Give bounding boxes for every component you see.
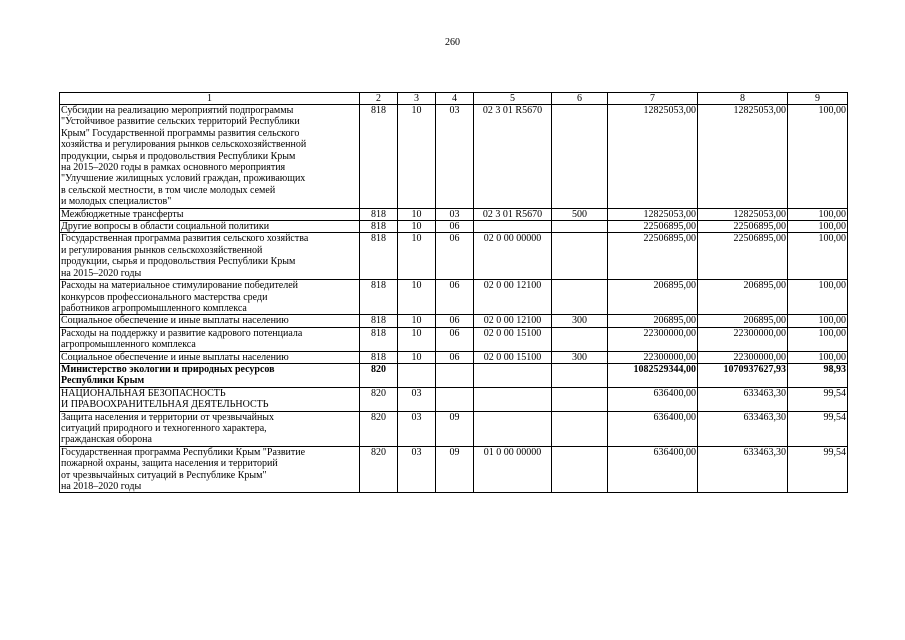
cell-ministry-code: 818 — [360, 351, 398, 363]
cell-subsection: 09 — [436, 411, 474, 446]
col-header-2: 2 — [360, 93, 398, 105]
cell-ministry-code: 818 — [360, 315, 398, 327]
item-name: Министерство экологии и природных ресурсов Республики Крым — [60, 363, 360, 387]
budget-table — [59, 92, 848, 493]
table-row — [60, 351, 848, 363]
cell-expense-type: 300 — [552, 315, 608, 327]
table-row — [60, 446, 848, 493]
cell-target-article: 02 0 00 12100 — [474, 280, 552, 315]
cell-section: 10 — [398, 315, 436, 327]
header-row — [60, 93, 848, 105]
cell-percent: 100,00 — [788, 208, 848, 220]
cell-executed: 206895,00 — [698, 315, 788, 327]
cell-executed: 206895,00 — [698, 280, 788, 315]
table-row — [60, 411, 848, 446]
cell-target-article: 02 0 00 00000 — [474, 233, 552, 280]
cell-ministry-code: 818 — [360, 233, 398, 280]
cell-ministry-code: 818 — [360, 327, 398, 351]
item-name: Государственная программа Республики Крым "Развитие пожарной охраны, защита населения и территорий от чрезвычайных ситуаций в Республике Крым" на 2018–2020 годы — [60, 446, 360, 493]
cell-executed: 22300000,00 — [698, 327, 788, 351]
cell-expense-type: 300 — [552, 351, 608, 363]
cell-subsection: 09 — [436, 446, 474, 493]
table-row — [60, 363, 848, 387]
item-name: Социальное обеспечение и иные выплаты населению — [60, 315, 360, 327]
cell-subsection: 06 — [436, 351, 474, 363]
cell-section — [398, 363, 436, 387]
cell-percent: 99,54 — [788, 387, 848, 411]
cell-planned: 22506895,00 — [608, 233, 698, 280]
cell-expense-type — [552, 411, 608, 446]
cell-target-article: 02 0 00 12100 — [474, 315, 552, 327]
table-row — [60, 387, 848, 411]
cell-planned: 22300000,00 — [608, 351, 698, 363]
cell-subsection: 03 — [436, 105, 474, 209]
cell-section: 03 — [398, 411, 436, 446]
cell-section: 10 — [398, 233, 436, 280]
cell-expense-type — [552, 105, 608, 209]
cell-executed: 633463,30 — [698, 411, 788, 446]
table-row — [60, 221, 848, 233]
cell-subsection: 06 — [436, 280, 474, 315]
cell-executed: 12825053,00 — [698, 105, 788, 209]
cell-expense-type — [552, 387, 608, 411]
cell-executed: 633463,30 — [698, 446, 788, 493]
cell-percent: 100,00 — [788, 221, 848, 233]
cell-ministry-code: 818 — [360, 221, 398, 233]
cell-section: 10 — [398, 280, 436, 315]
col-header-8: 8 — [698, 93, 788, 105]
cell-expense-type — [552, 280, 608, 315]
cell-subsection: 06 — [436, 327, 474, 351]
cell-subsection: 06 — [436, 315, 474, 327]
cell-section: 10 — [398, 208, 436, 220]
cell-ministry-code: 820 — [360, 387, 398, 411]
cell-planned: 12825053,00 — [608, 105, 698, 209]
cell-percent: 99,54 — [788, 411, 848, 446]
cell-subsection: 06 — [436, 221, 474, 233]
cell-percent: 100,00 — [788, 315, 848, 327]
cell-executed: 12825053,00 — [698, 208, 788, 220]
cell-section: 10 — [398, 327, 436, 351]
cell-subsection — [436, 387, 474, 411]
cell-percent: 100,00 — [788, 233, 848, 280]
table-row — [60, 327, 848, 351]
col-header-4: 4 — [436, 93, 474, 105]
cell-ministry-code: 820 — [360, 411, 398, 446]
cell-planned: 12825053,00 — [608, 208, 698, 220]
col-header-6: 6 — [552, 93, 608, 105]
table-row — [60, 233, 848, 280]
cell-percent: 100,00 — [788, 327, 848, 351]
table-row — [60, 208, 848, 220]
cell-percent: 100,00 — [788, 105, 848, 209]
cell-ministry-code: 818 — [360, 208, 398, 220]
cell-planned: 636400,00 — [608, 411, 698, 446]
cell-subsection — [436, 363, 474, 387]
item-name: Защита населения и территории от чрезвычайных ситуаций природного и техногенного характера, гражданская оборона — [60, 411, 360, 446]
cell-subsection: 03 — [436, 208, 474, 220]
cell-target-article: 02 0 00 15100 — [474, 351, 552, 363]
cell-target-article — [474, 387, 552, 411]
cell-section: 10 — [398, 221, 436, 233]
col-header-3: 3 — [398, 93, 436, 105]
cell-section: 10 — [398, 105, 436, 209]
col-header-5: 5 — [474, 93, 552, 105]
cell-executed: 22506895,00 — [698, 221, 788, 233]
cell-target-article — [474, 411, 552, 446]
cell-planned: 636400,00 — [608, 446, 698, 493]
cell-planned: 636400,00 — [608, 387, 698, 411]
cell-planned: 206895,00 — [608, 315, 698, 327]
col-header-7: 7 — [608, 93, 698, 105]
cell-target-article: 01 0 00 00000 — [474, 446, 552, 493]
cell-percent: 100,00 — [788, 280, 848, 315]
cell-section: 03 — [398, 387, 436, 411]
cell-planned: 1082529344,00 — [608, 363, 698, 387]
cell-executed: 22506895,00 — [698, 233, 788, 280]
cell-percent: 98,93 — [788, 363, 848, 387]
cell-planned: 22506895,00 — [608, 221, 698, 233]
item-name: Субсидии на реализацию мероприятий подпрограммы "Устойчивое развитие сельских территорий Республики Крым" Государственной программы развития сельского хозяйства и регулирования рынков сельскохозяйственной продукции, сырья и продовольствия Республики Крым на 2015–2020 годы в рамках основного мероприятия "Улучшение жилищных условий граждан, проживающих в сельской местности, в том числе молодых семей и молодых специалистов" — [60, 105, 360, 209]
cell-target-article: 02 3 01 R5670 — [474, 208, 552, 220]
cell-section: 03 — [398, 446, 436, 493]
table-row — [60, 105, 848, 209]
cell-planned: 22300000,00 — [608, 327, 698, 351]
cell-target-article: 02 0 00 15100 — [474, 327, 552, 351]
cell-ministry-code: 818 — [360, 105, 398, 209]
cell-ministry-code: 820 — [360, 446, 398, 493]
cell-target-article: 02 3 01 R5670 — [474, 105, 552, 209]
cell-expense-type — [552, 363, 608, 387]
item-name: Расходы на поддержку и развитие кадрового потенциала агропромышленного комплекса — [60, 327, 360, 351]
cell-ministry-code: 818 — [360, 280, 398, 315]
cell-ministry-code: 820 — [360, 363, 398, 387]
cell-planned: 206895,00 — [608, 280, 698, 315]
cell-expense-type — [552, 233, 608, 280]
cell-executed: 1070937627,93 — [698, 363, 788, 387]
cell-percent: 100,00 — [788, 351, 848, 363]
item-name: Межбюджетные трансферты — [60, 208, 360, 220]
item-name: Расходы на материальное стимулирование победителей конкурсов профессионального мастерства среди работников агропромышленного комплекса — [60, 280, 360, 315]
item-name: Государственная программа развития сельского хозяйства и регулирования рынков сельскохозяйственной продукции, сырья и продовольствия Республики Крым на 2015–2020 годы — [60, 233, 360, 280]
item-name: Социальное обеспечение и иные выплаты населению — [60, 351, 360, 363]
cell-target-article — [474, 363, 552, 387]
cell-percent: 99,54 — [788, 446, 848, 493]
cell-expense-type — [552, 221, 608, 233]
cell-executed: 22300000,00 — [698, 351, 788, 363]
cell-expense-type — [552, 446, 608, 493]
cell-target-article — [474, 221, 552, 233]
table-row — [60, 280, 848, 315]
cell-subsection: 06 — [436, 233, 474, 280]
col-header-1: 1 — [60, 93, 360, 105]
item-name: НАЦИОНАЛЬНАЯ БЕЗОПАСНОСТЬ И ПРАВООХРАНИТЕЛЬНАЯ ДЕЯТЕЛЬНОСТЬ — [60, 387, 360, 411]
table-body — [60, 105, 848, 493]
page-number: 260 — [445, 37, 460, 48]
item-name: Другие вопросы в области социальной политики — [60, 221, 360, 233]
cell-executed: 633463,30 — [698, 387, 788, 411]
cell-expense-type — [552, 327, 608, 351]
cell-expense-type: 500 — [552, 208, 608, 220]
table-row — [60, 315, 848, 327]
cell-section: 10 — [398, 351, 436, 363]
col-header-9: 9 — [788, 93, 848, 105]
